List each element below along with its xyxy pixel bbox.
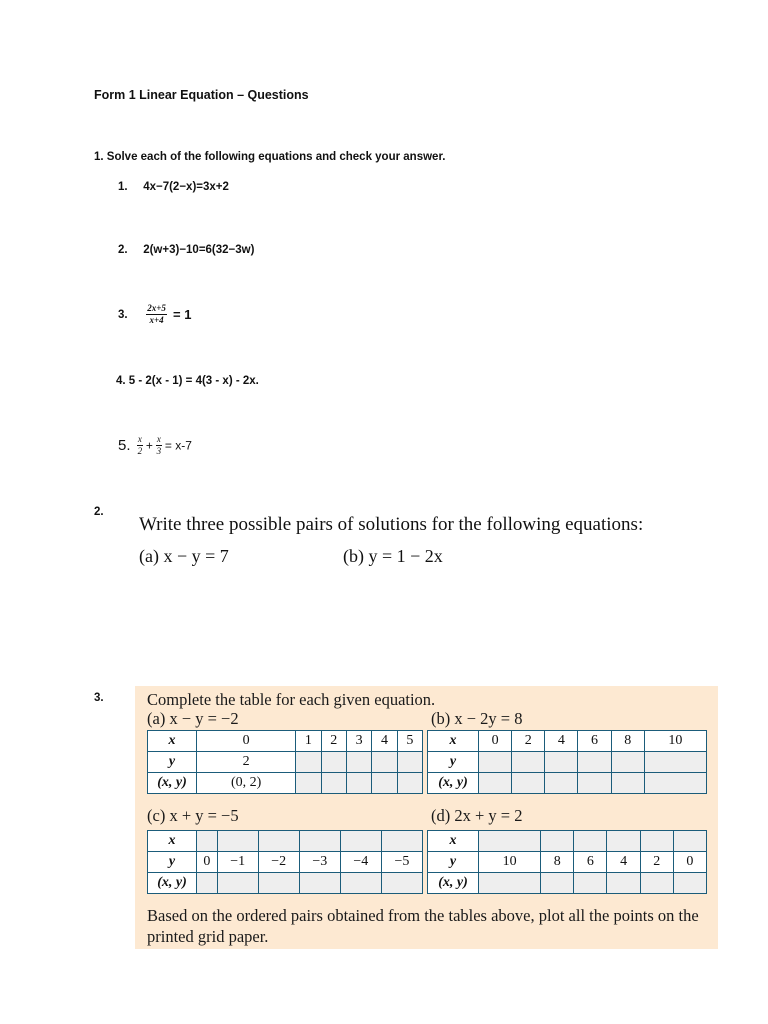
table-a-xy-cell <box>346 773 371 794</box>
q3-footer: Based on the ordered pairs obtained from the tables above, plot all the points on the printed grid paper. <box>147 906 699 946</box>
table-d-y-cell: 0 <box>673 852 706 873</box>
table-a-xy-cell <box>321 773 346 794</box>
q1-item-3-denominator: x+4 <box>149 315 164 325</box>
q1-item-3-fraction <box>146 304 167 325</box>
table-a-row-xy <box>148 773 423 794</box>
table-b-y-cell <box>611 752 644 773</box>
table-d-x-cell <box>673 831 706 852</box>
table-d-x-cell <box>607 831 640 852</box>
table-b-y-cell <box>479 752 512 773</box>
q3-a-label: (a) x − y = −2 <box>147 709 239 728</box>
table-c-x-label: x <box>148 831 197 852</box>
table-c-y-label: y <box>148 852 197 873</box>
question-2-text: Write three possible pairs of solutions for the following equations: <box>139 514 644 535</box>
table-b-y-cell <box>578 752 611 773</box>
table-c-x-cell <box>381 831 422 852</box>
table-a-y-cell <box>296 752 321 773</box>
q1-item-1-num: 1. <box>118 181 128 193</box>
q3-d-label: (d) 2x + y = 2 <box>431 806 523 825</box>
table-a-x-cell: 2 <box>321 731 346 752</box>
table-a-x-cell: 3 <box>346 731 371 752</box>
q1-item-4-equation: 5 - 2(x - 1) = 4(3 - x) - 2x. <box>128 375 259 387</box>
table-c-x-cell <box>340 831 381 852</box>
table-b-y-cell <box>512 752 545 773</box>
table-c-xy-cell <box>197 873 218 894</box>
table-b-xy-cell <box>611 773 644 794</box>
table-c-row-y <box>148 852 423 873</box>
q1-item-3-rhs: = 1 <box>173 307 192 322</box>
table-b-row-x <box>428 731 707 752</box>
q1-item-3 <box>118 304 191 325</box>
q1-item-4 <box>116 375 259 387</box>
table-b-y-cell <box>644 752 706 773</box>
table-c-x-cell <box>299 831 340 852</box>
question-1-heading: 1. Solve each of the following equations and check your answer. <box>94 151 446 163</box>
table-a-row-x <box>148 731 423 752</box>
table-b-xy-cell <box>479 773 512 794</box>
table-c-y-cell: −5 <box>381 852 422 873</box>
table-c-xy-cell <box>299 873 340 894</box>
table-b-row-y <box>428 752 707 773</box>
question-2-num: 2. <box>94 506 104 518</box>
table-c <box>147 830 423 894</box>
table-d-row-y <box>428 852 707 873</box>
table-d-x-label: x <box>428 831 479 852</box>
table-b-xy-cell <box>512 773 545 794</box>
table-c-xy-cell <box>258 873 299 894</box>
q1-item-2 <box>118 244 254 256</box>
q1-item-5-f2-denominator: 3 <box>156 446 162 456</box>
table-b-xy-cell <box>545 773 578 794</box>
table-d-x-cell <box>541 831 574 852</box>
table-a-y-cell: 2 <box>197 752 296 773</box>
table-d-xy-cell <box>640 873 673 894</box>
question-2-part-a: (a) x − y = 7 <box>139 546 229 566</box>
table-c-xy-cell <box>381 873 422 894</box>
table-c-y-cell: −1 <box>217 852 258 873</box>
table-c-y-cell: −2 <box>258 852 299 873</box>
table-a-x-cell: 4 <box>372 731 397 752</box>
table-b-xy-cell <box>644 773 706 794</box>
table-d-x-cell <box>574 831 607 852</box>
q1-item-5-plus: + <box>145 438 153 453</box>
table-b-y-label: y <box>428 752 479 773</box>
q1-item-4-num: 4. <box>116 375 126 387</box>
table-b-row-xy <box>428 773 707 794</box>
table-a-xy-cell: (0, 2) <box>197 773 296 794</box>
question-2-part-b: (b) y = 1 − 2x <box>343 546 443 566</box>
q1-item-5 <box>118 435 192 456</box>
table-b <box>427 730 707 794</box>
table-d-xy-cell <box>673 873 706 894</box>
table-d-xy-label: (x, y) <box>428 873 479 894</box>
q1-item-5-fraction-2 <box>156 435 162 456</box>
q1-item-5-num: 5. <box>118 437 131 454</box>
q1-item-3-num: 3. <box>118 308 128 321</box>
table-d-row-xy <box>428 873 707 894</box>
table-b-x-cell: 6 <box>578 731 611 752</box>
table-d-y-cell: 4 <box>607 852 640 873</box>
table-a-x-label: x <box>148 731 197 752</box>
question-3-num: 3. <box>94 692 104 704</box>
q1-item-5-fraction-1 <box>137 435 143 456</box>
table-c-xy-cell <box>217 873 258 894</box>
q1-item-2-num: 2. <box>118 244 128 256</box>
q3-c-label: (c) x + y = −5 <box>147 806 239 825</box>
table-c-y-cell: −3 <box>299 852 340 873</box>
q3-intro: Complete the table for each given equation. <box>147 690 436 709</box>
table-d-y-cell: 6 <box>574 852 607 873</box>
table-b-x-cell: 0 <box>479 731 512 752</box>
q1-item-5-rhs: = x-7 <box>164 438 192 453</box>
q1-item-5-f2-numerator: x <box>156 434 161 444</box>
q1-item-1 <box>118 181 229 193</box>
table-d <box>427 830 707 894</box>
q3-b-label: (b) x − 2y = 8 <box>431 709 523 728</box>
table-d-y-cell: 10 <box>479 852 541 873</box>
q1-item-2-equation: 2(w+3)−10=6(32−3w) <box>143 244 255 256</box>
table-a-xy-cell <box>397 773 422 794</box>
question-3-panel <box>135 686 718 949</box>
page-title: Form 1 Linear Equation – Questions <box>94 88 309 102</box>
table-a-xy-cell <box>372 773 397 794</box>
table-d-x-cell <box>479 831 541 852</box>
q1-item-5-f1-denominator: 2 <box>137 446 143 456</box>
table-c-x-cell <box>258 831 299 852</box>
table-a-x-cell: 1 <box>296 731 321 752</box>
table-d-xy-cell <box>574 873 607 894</box>
table-c-y-cell: 0 <box>197 852 218 873</box>
table-d-xy-cell <box>607 873 640 894</box>
table-b-x-cell: 2 <box>512 731 545 752</box>
table-c-y-cell: −4 <box>340 852 381 873</box>
table-b-x-cell: 4 <box>545 731 578 752</box>
table-a-x-cell: 0 <box>197 731 296 752</box>
table-c-row-xy <box>148 873 423 894</box>
table-c-x-cell <box>197 831 218 852</box>
table-b-xy-cell <box>578 773 611 794</box>
table-b-xy-label: (x, y) <box>428 773 479 794</box>
table-c-xy-cell <box>340 873 381 894</box>
table-b-x-label: x <box>428 731 479 752</box>
table-a-xy-cell <box>296 773 321 794</box>
table-a-row-y <box>148 752 423 773</box>
table-a-x-cell: 5 <box>397 731 422 752</box>
table-a-y-label: y <box>148 752 197 773</box>
table-b-x-cell: 10 <box>644 731 706 752</box>
table-a-y-cell <box>346 752 371 773</box>
table-a-y-cell <box>372 752 397 773</box>
table-a-y-cell <box>397 752 422 773</box>
table-b-x-cell: 8 <box>611 731 644 752</box>
table-d-y-label: y <box>428 852 479 873</box>
q1-item-3-numerator: 2x+5 <box>147 303 166 313</box>
table-d-xy-cell <box>479 873 541 894</box>
table-d-xy-cell <box>541 873 574 894</box>
q1-item-5-f1-numerator: x <box>137 434 142 444</box>
table-a-y-cell <box>321 752 346 773</box>
table-d-row-x <box>428 831 707 852</box>
table-d-y-cell: 8 <box>541 852 574 873</box>
table-c-row-x <box>148 831 423 852</box>
table-c-x-cell <box>217 831 258 852</box>
table-a <box>147 730 423 794</box>
table-a-xy-label: (x, y) <box>148 773 197 794</box>
q1-item-1-equation: 4x−7(2−x)=3x+2 <box>143 181 229 193</box>
table-d-x-cell <box>640 831 673 852</box>
table-c-xy-label: (x, y) <box>148 873 197 894</box>
table-d-y-cell: 2 <box>640 852 673 873</box>
table-b-y-cell <box>545 752 578 773</box>
